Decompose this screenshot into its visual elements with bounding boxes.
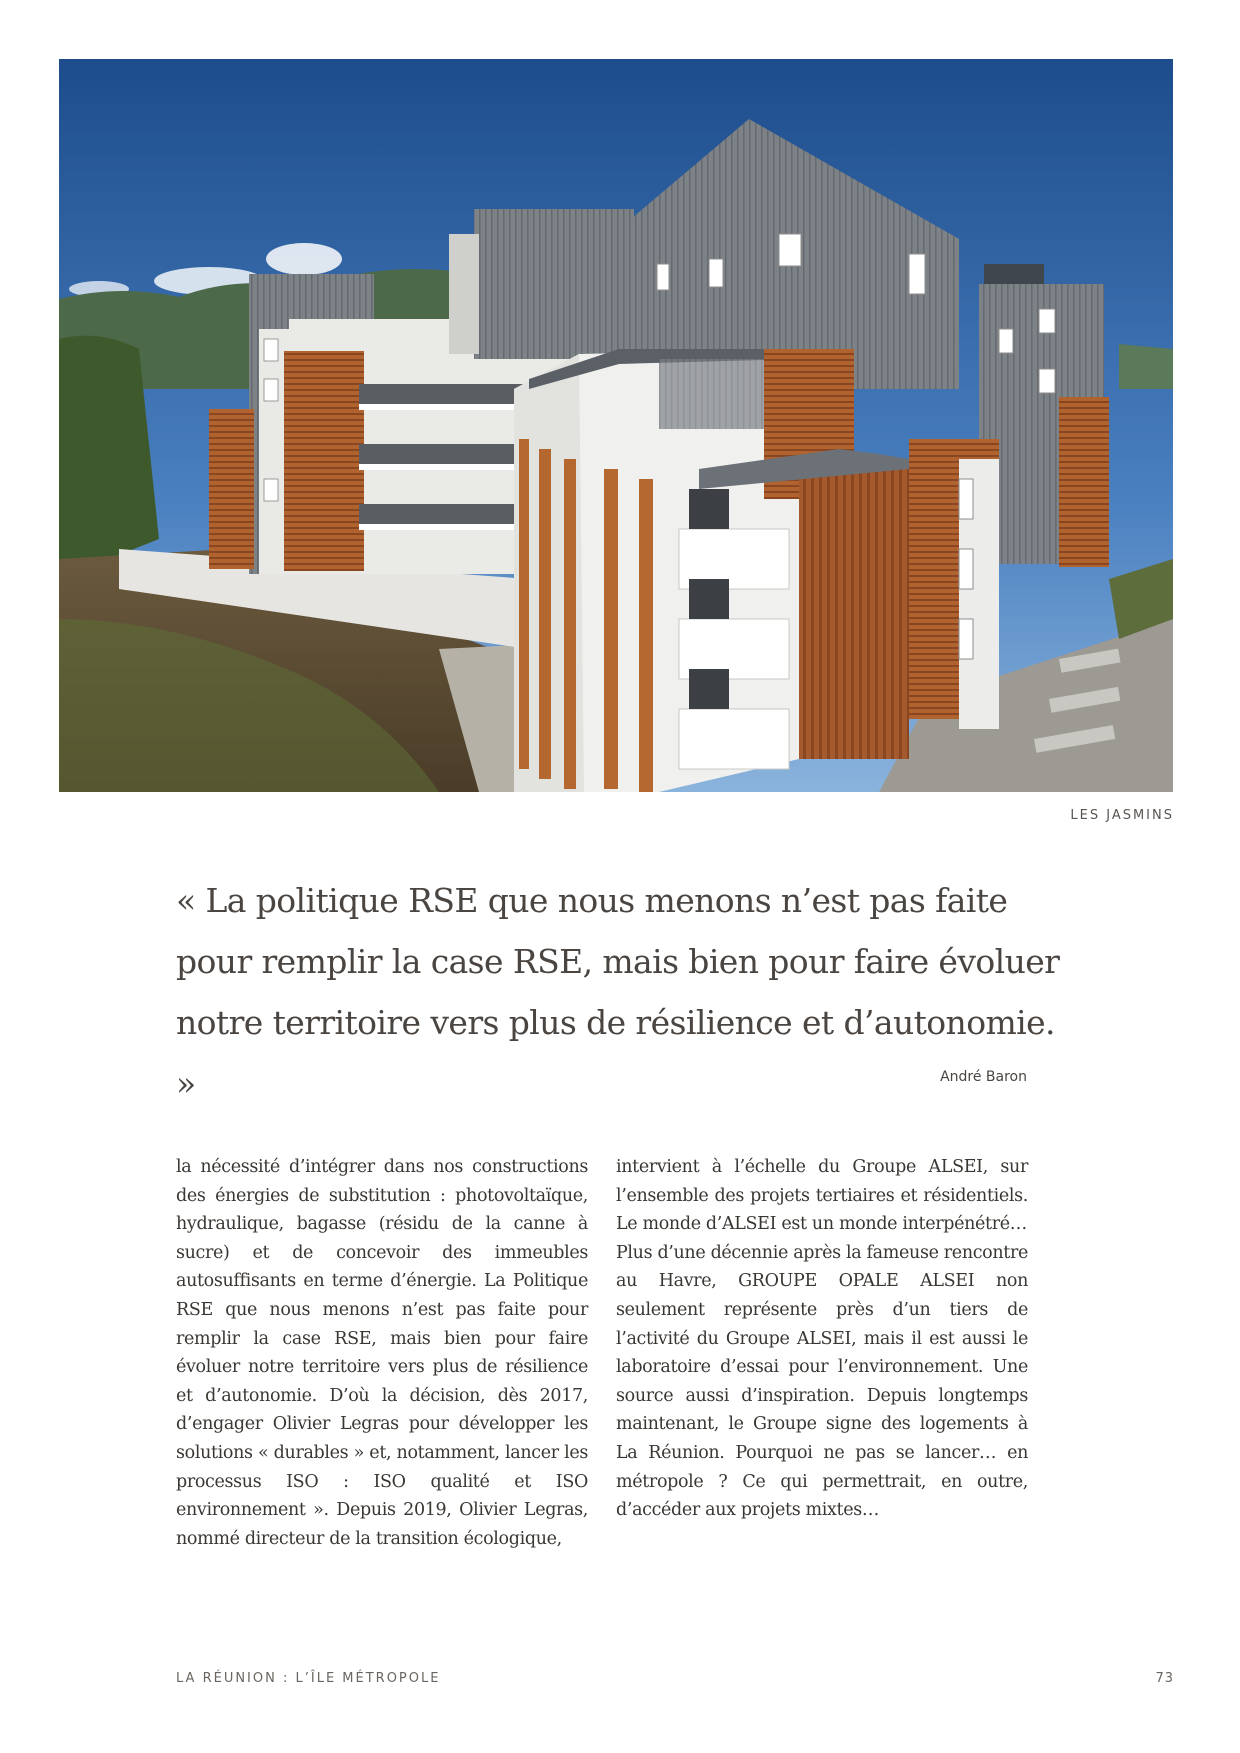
body-paragraph: intervient à l’échelle du Groupe ALSEI, sur l’ensemble des projets tertiaires et résidentiels. Le monde d’ALSEI est un monde interpénétré…: [616, 1157, 1028, 1235]
building-illustration: [59, 59, 1173, 792]
body-column-left: [176, 1153, 588, 1553]
page-number: 73: [1155, 1671, 1174, 1686]
photo-caption: LES JASMINS: [1070, 808, 1174, 823]
body-paragraph: Plus d’une décennie après la fameuse rencontre au Havre, GROUPE OPALE ALSEI non seulement représente près d’un tiers de l’activité du Groupe ALSEI, mais il est aussi le laboratoire d’essai pour l’environnement. Une source aussi d’inspiration. Depuis longtemps maintenant, le Groupe signe des logements à La Réunion. Pourquoi ne pas se lancer… en métropole ? Ce qui permettrait, en outre, d’accéder aux projets mixtes…: [616, 1242, 1028, 1521]
wood-screen: [799, 459, 909, 759]
pull-quote-line: pour remplir la case RSE, mais bien pour faire évoluer: [176, 942, 1060, 981]
body-paragraph: la nécessité d’intégrer dans nos constructions des énergies de substitution : photovoltaïque, hydraulique, bagasse (résidu de la canne à sucre) et de concevoir des immeubles autosuffisants en terme d’énergie. La Politique RSE que nous menons n’est pas faite pour remplir la case RSE, mais bien pour faire évoluer notre territoire vers plus de résilience et d’autonomie. D’où la décision, dès 2017, d’engager Olivier Legras pour développer les solutions « durables » et, notamment, lancer les processus ISO : ISO qualité et ISO environnement ». Depuis 2019, Olivier Legras, nommé directeur de la transition écologique,: [176, 1157, 588, 1549]
building-photo: [59, 59, 1173, 792]
pull-quote-line: « La politique RSE que nous menons n’est pas faite: [176, 881, 1008, 920]
pull-quote-line: notre territoire vers plus de résilience et d’autonomie. »: [176, 1003, 1055, 1103]
body-column-right: [616, 1153, 1028, 1525]
footer-section-title: LA RÉUNION : L’ÎLE MÉTROPOLE: [176, 1671, 441, 1686]
quote-author: André Baron: [940, 1069, 1027, 1085]
